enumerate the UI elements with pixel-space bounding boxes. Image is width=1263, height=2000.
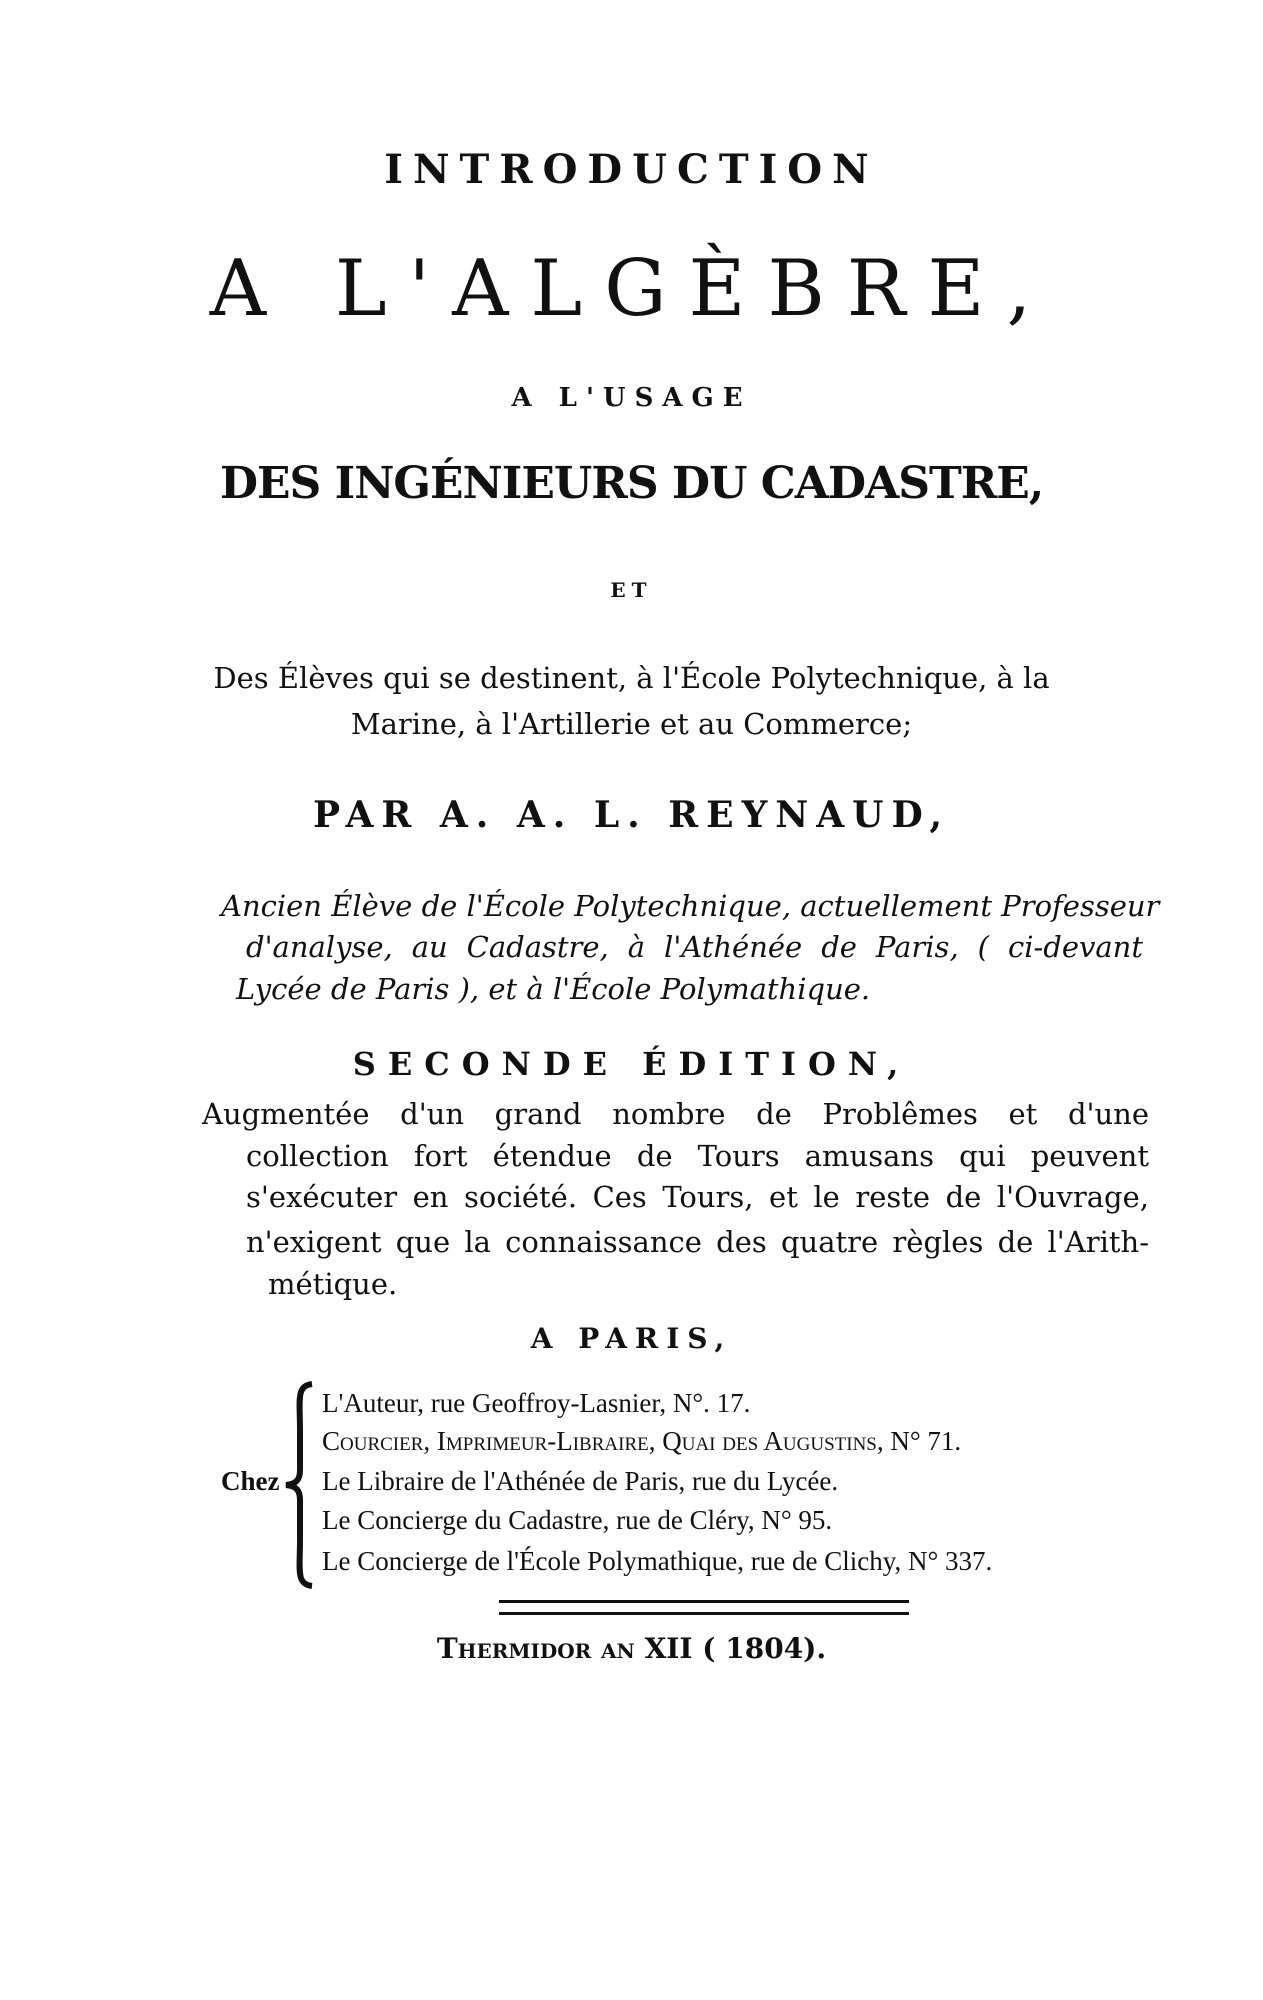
credentials-line: d'analyse, au Cadastre, à l'Athénée de Paris, ( ci-devant <box>246 930 1143 964</box>
edition-description-line: métique. <box>268 1267 398 1301</box>
audience-line: Des Élèves qui se destinent, à l'École Polytechnique, à la <box>213 661 1050 695</box>
seller-item: L'Auteur, rue Geoffroy-Lasnier, N°. 17. <box>322 1388 751 1418</box>
edition-heading: SECONDE ÉDITION, <box>352 1045 911 1083</box>
edition-description-line: s'exécuter en société. Ces Tours, et le reste de l'Ouvrage, <box>246 1180 1149 1214</box>
title-line-algebre: A L'ALGÈBRE, <box>209 244 1054 334</box>
credentials-line: Ancien Élève de l'École Polytechnique, actuellement Professeur <box>221 889 1160 923</box>
publication-date: Thermidor an XII ( 1804). <box>436 1632 827 1665</box>
edition-description-line: Augmentée d'un grand nombre de Problêmes et d'une <box>202 1097 1149 1131</box>
brace-icon <box>282 1380 316 1590</box>
chez-label: Chez <box>221 1466 280 1496</box>
audience-line: Marine, à l'Artillerie et au Commerce; <box>350 707 913 741</box>
title-line-ingenieurs: DES INGÉNIEURS DU CADASTRE, <box>219 458 1044 509</box>
title-line-usage: A L'USAGE <box>511 383 752 413</box>
seller-item: Le Concierge du Cadastre, rue de Cléry, N° 95. <box>322 1505 833 1535</box>
edition-description-line: n'exigent que la connaissance des quatre règles de l'Arith- <box>246 1225 1149 1259</box>
seller-item: Le Libraire de l'Athénée de Paris, rue du Lycée. <box>322 1466 839 1496</box>
author-line: PAR A. A. L. REYNAUD, <box>313 794 950 836</box>
title-line-introduction: INTRODUCTION <box>384 146 879 193</box>
place-heading: A PARIS, <box>530 1322 733 1355</box>
title-line-et: ET <box>610 578 653 602</box>
seller-item: Le Concierge de l'École Polymathique, rue de Clichy, N° 337. <box>322 1546 993 1576</box>
edition-description-line: collection fort étendue de Tours amusans qui peuvent <box>246 1139 1149 1173</box>
credentials-line: Lycée de Paris ), et à l'École Polymathique. <box>236 972 871 1006</box>
double-rule-bottom <box>499 1612 909 1615</box>
double-rule-top <box>499 1600 909 1603</box>
seller-item: Courcier, Imprimeur-Libraire, Quai des Augustins, N° 71. <box>322 1426 962 1456</box>
